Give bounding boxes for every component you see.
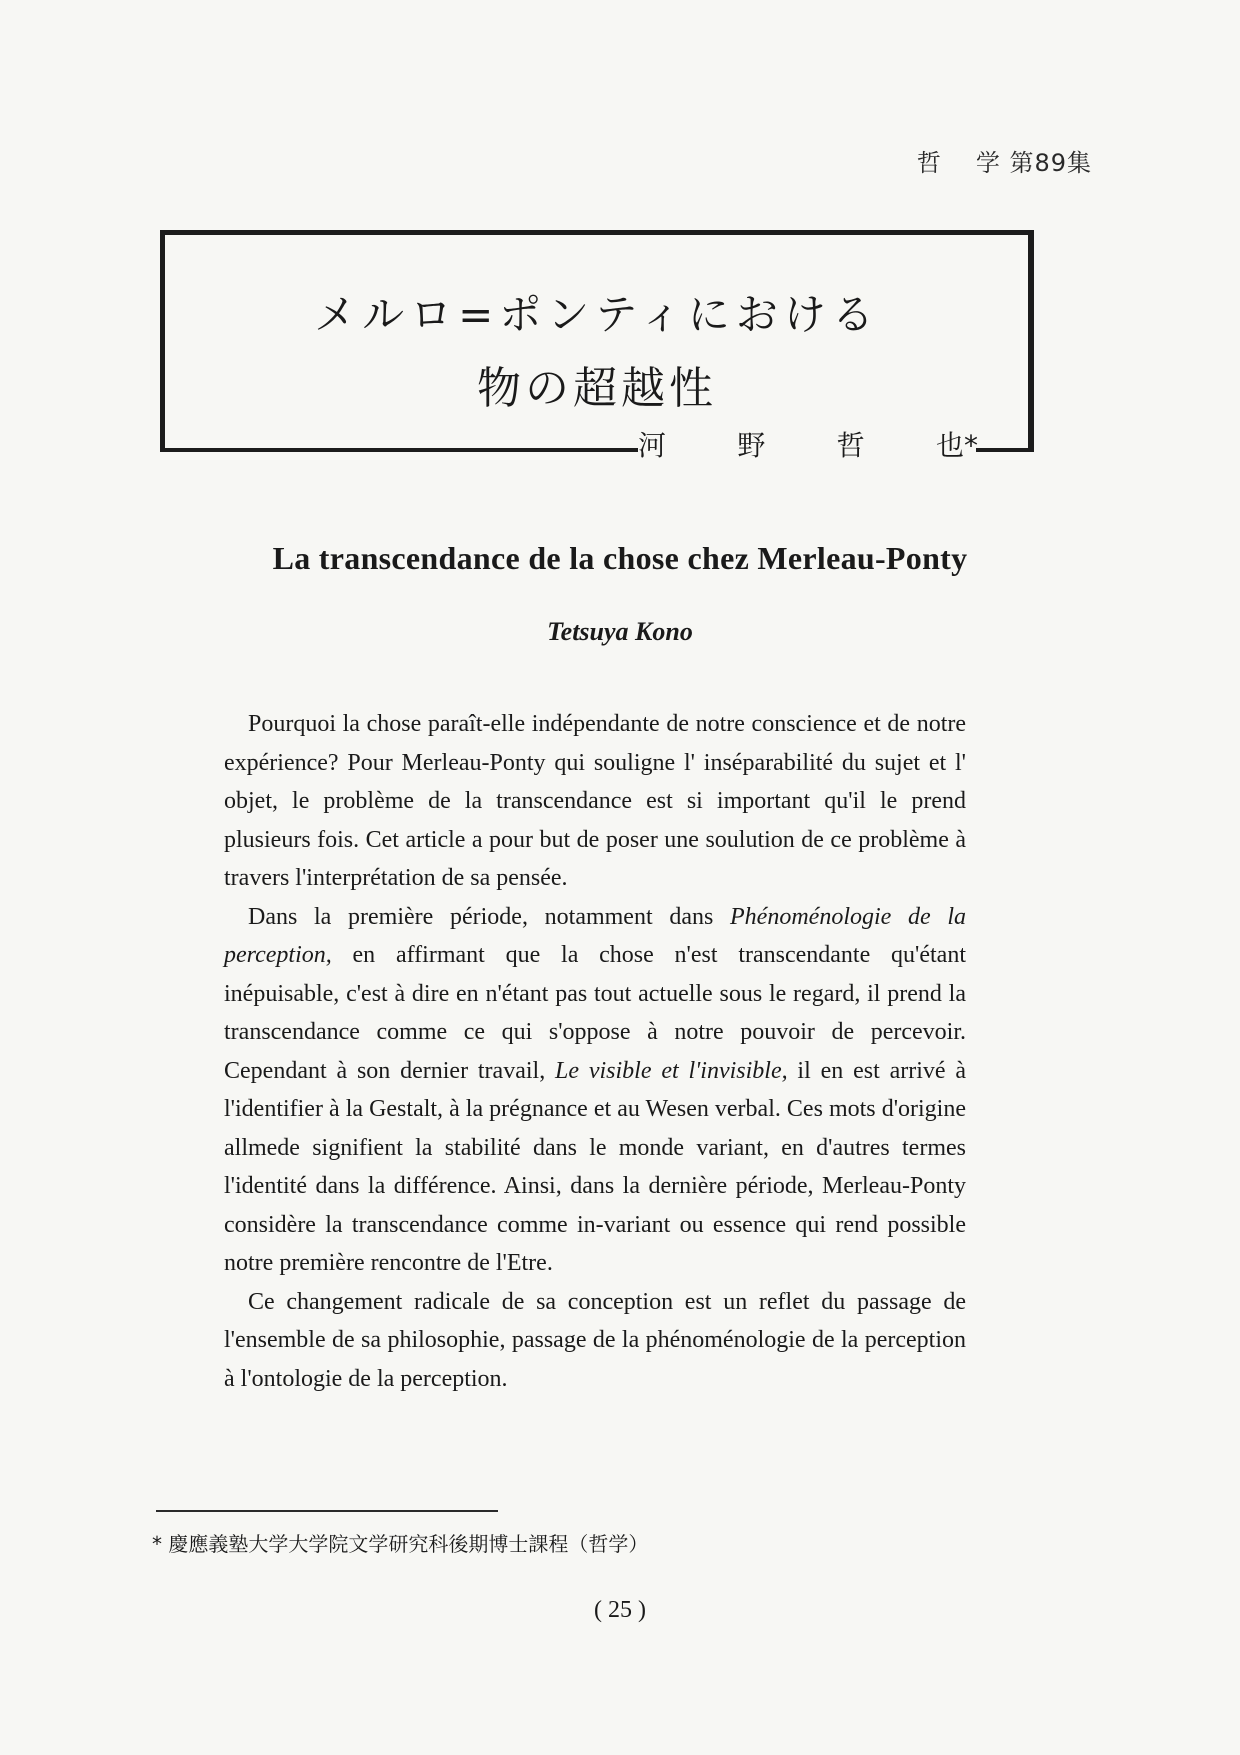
work-title-visible-invisible: Le visible et l'invisible,	[555, 1057, 788, 1084]
journal-name-first: 哲	[916, 149, 942, 177]
footnote: * 慶應義塾大学大学院文学研究科後期博士課程（哲学）	[152, 1532, 649, 1556]
author-char: 河	[638, 429, 667, 462]
abstract-paragraph-3: Ce changement radicale de sa conception est un reflet du passage de l'ensemble de sa philosophie, passage de la phénoménologie de la perception à l'ontologie de la perception.	[224, 1288, 966, 1392]
journal-header	[917, 143, 1092, 178]
japanese-title-line-2: 物の超越性	[477, 363, 717, 414]
abstract-paragraph-1: Pourquoi la chose paraît-elle indépendante de notre conscience et de notre expérience? Pour Merleau-Ponty qui souligne l' inséparabilité du sujet et l' objet, le problème de la transcendance est si important qu'il le prend plusieurs fois. Cet article a pour but de poser une soulution de ce problème à travers l'interprétation de sa pensée.	[224, 711, 966, 891]
footnote-rule	[156, 1510, 498, 1512]
work-title-phenomenologie: Phénoménologie de la perception,	[224, 903, 967, 968]
journal-volume: 第89集	[1009, 149, 1092, 177]
title-box-bottom-border-right	[976, 448, 1034, 452]
title-box	[160, 230, 1034, 462]
abstract-paragraph-2	[224, 898, 966, 1283]
page-number: ( 25 )	[594, 1597, 646, 1623]
journal-name-second: 学	[975, 149, 1001, 177]
abstract	[224, 705, 966, 1398]
japanese-author-name	[638, 429, 978, 462]
abstract-p2-text: Dans la première période, notamment dans	[248, 903, 731, 930]
abstract-p2-text: il en est arrivé à l'identifier à la Gestalt, à la prégnance et au Wesen verbal. Ces mots d'origine allmede signifient la stabilité dans le monde variant, en d'autres termes l'identité dans la différence. Ainsi, dans la dernière période, Merleau-Ponty considère la transcendance comme in-variant ou essence qui rend possible notre première rencontre de l'Etre.	[224, 1057, 967, 1276]
french-title: La transcendance de la chose chez Merleau-Ponty	[272, 540, 968, 576]
abstract-p2-text: en affirmant que la chose n'est transcendante qu'étant inépuisable, c'est à dire en n'étant pas tout actuelle sous le regard, il prend la transcendance comme ce qui s'oppose à notre pouvoir de percevoir. Cependant à son dernier travail,	[224, 942, 966, 1084]
author-char: 野	[737, 429, 766, 462]
french-author: Tetsuya Kono	[547, 617, 693, 646]
title-box-top-border	[160, 230, 1034, 235]
title-box-bottom-border-left	[160, 448, 638, 452]
author-char: 哲	[836, 429, 865, 462]
author-char: 也*	[935, 429, 978, 462]
japanese-title-line-1: メルロ=ポンティにおける	[314, 290, 880, 339]
